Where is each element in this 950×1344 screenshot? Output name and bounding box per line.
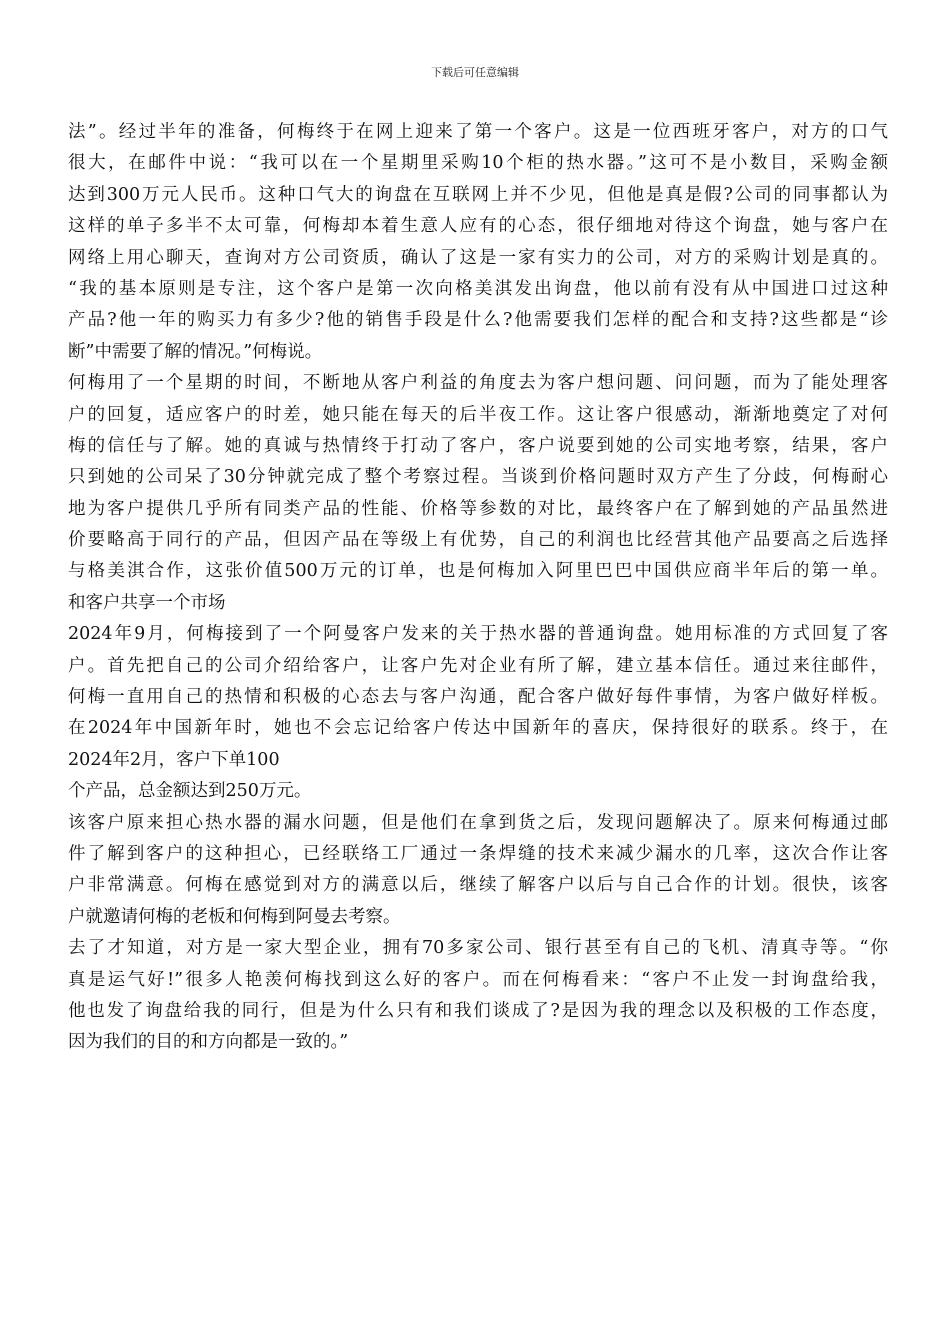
text-line: 法”。经过半年的准备，何梅终于在网上迎来了第一个客户。这是一位西班牙客户，对方的口气 xyxy=(68,122,888,142)
article-body xyxy=(68,117,888,1059)
text-line: 网络上用心聊天，查询对方公司资质，确认了这是一家有实力的公司，对方的采购计划是真的。 xyxy=(68,247,888,268)
text-line: 因为我们的目的和方向都是一致的。” xyxy=(68,1032,349,1053)
text-line: 达到300万元人民币。这种口气大的询盘在互联网上并不少见，但他是真是假?公司的同事都认为 xyxy=(68,184,888,205)
text-line: 户就邀请何梅的老板和何梅到阿曼去考察。 xyxy=(68,906,401,927)
text-line: 梅的信任与了解。她的真诚与热情终于打动了客户，客户说要到她的公司实地考察，结果，客户 xyxy=(68,435,888,456)
text-line: 他也发了询盘给我的同行，但是为什么只有和我们谈成了?是因为我的理念以及积极的工作态度， xyxy=(68,1000,888,1021)
text-line: 该客户原来担心热水器的漏水问题，但是他们在拿到货之后，发现问题解决了。原来何梅通过邮 xyxy=(68,812,888,833)
text-line: 去了才知道，对方是一家大型企业，拥有70多家公司、银行甚至有自己的飞机、清真寺等。“你 xyxy=(68,938,888,959)
text-line: 很大，在邮件中说：“我可以在一个星期里采购10个柜的热水器。”这可不是小数目，采购金额 xyxy=(68,153,888,174)
text-line: “我的基本原则是专注，这个客户是第一次向格美淇发出询盘，他以前有没有从中国进口过这种 xyxy=(68,278,888,299)
text-line: 断”中需要了解的情况。”何梅说。 xyxy=(68,341,323,362)
text-line: 价要略高于同行的产品，但因产品在等级上有优势，自己的利润也比经营其他产品要高之后选择 xyxy=(68,530,888,551)
text-line: 和客户共享一个市场 xyxy=(68,592,226,613)
text-line: 户非常满意。何梅在感觉到对方的满意以后，继续了解客户以后与自己合作的计划。很快，该客 xyxy=(68,875,888,896)
text-line: 户的回复，适应客户的时差，她只能在每天的后半夜工作。这让客户很感动，渐渐地奠定了对何 xyxy=(68,404,888,425)
page-header: 下载后可任意编辑 xyxy=(431,66,519,79)
text-line: 这样的单子多半不太可靠，何梅却本着生意人应有的心态，很仔细地对待这个询盘，她与客户在 xyxy=(68,216,888,237)
text-line: 在2024年中国新年时，她也不会忘记给客户传达中国新年的喜庆，保持很好的联系。终于，在 xyxy=(68,718,888,739)
text-line: 何梅用了一个星期的时间，不断地从客户利益的角度去为客户想问题、问问题，而为了能处理客 xyxy=(68,373,888,394)
text-line: 件了解到客户的这种担心，已经联络工厂通过一条焊缝的技术来减少漏水的几率，这次合作让客 xyxy=(68,843,888,864)
text-line: 户。首先把自己的公司介绍给客户，让客户先对企业有所了解，建立基本信任。通过来往邮件， xyxy=(68,655,888,676)
text-line: 2024年9月，何梅接到了一个阿曼客户发来的关于热水器的普通询盘。她用标准的方式回复了客 xyxy=(68,624,888,645)
text-line: 2024年2月，客户下单100 xyxy=(68,749,280,770)
text-line: 产品?他一年的购买力有多少?他的销售手段是什么?他需要我们怎样的配合和支持?这些都是“诊 xyxy=(68,310,888,331)
text-line: 与格美淇合作，这张价值500万元的订单，也是何梅加入阿里巴巴中国供应商半年后的第一单。 xyxy=(68,561,888,582)
text-line: 何梅一直用自己的热情和积极的心态去与客户沟通，配合客户做好每件事情，为客户做好样板。 xyxy=(68,687,888,708)
text-line: 真是运气好!”很多人艳羡何梅找到这么好的客户。而在何梅看来：“客户不止发一封询盘给我， xyxy=(68,969,888,990)
text-line: 个产品，总金额达到250万元。 xyxy=(68,781,312,802)
text-line: 只到她的公司呆了30分钟就完成了整个考察过程。当谈到价格问题时双方产生了分歧，何梅耐心 xyxy=(68,467,888,488)
text-line: 地为客户提供几乎所有同类产品的性能、价格等参数的对比，最终客户在了解到她的产品虽然进 xyxy=(68,498,888,519)
